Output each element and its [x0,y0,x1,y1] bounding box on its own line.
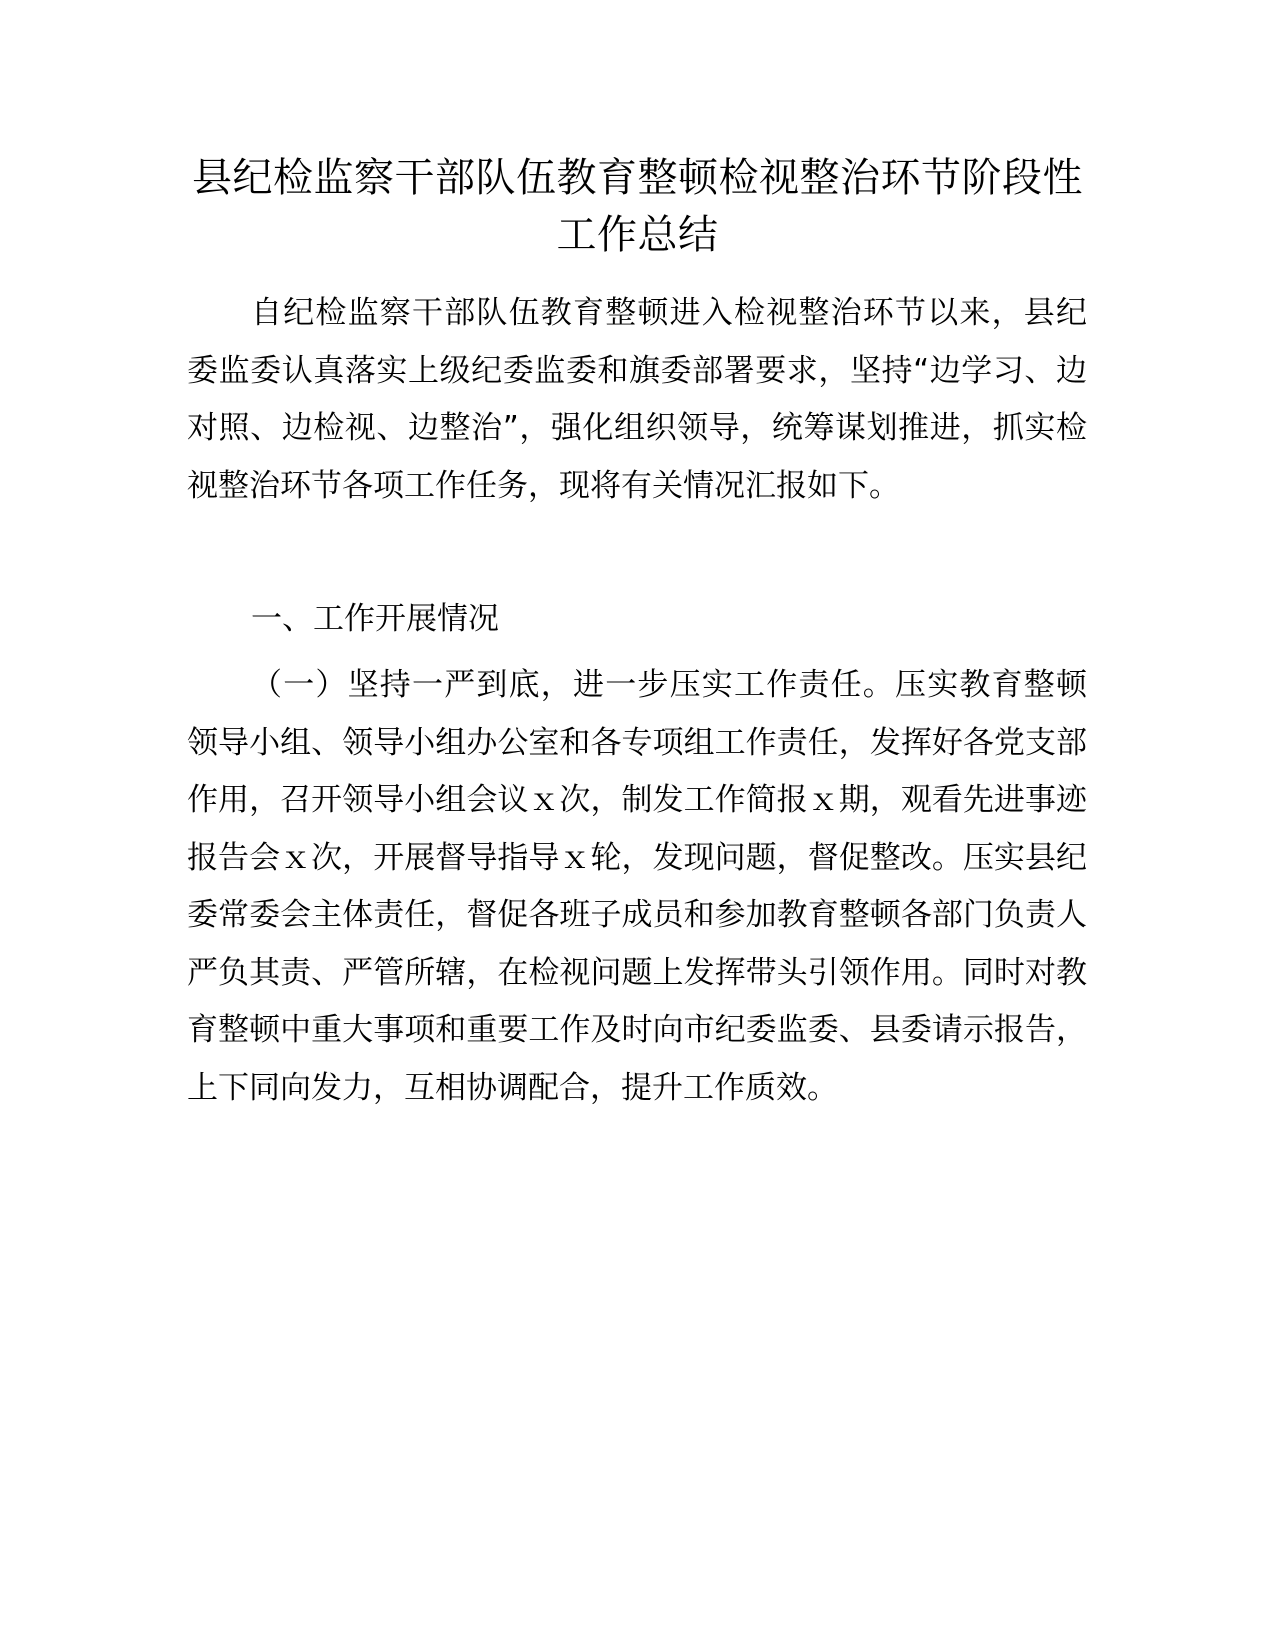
document-title: 县纪检监察干部队伍教育整顿检视整治环节阶段性工作总结 [192,155,1083,258]
intro-paragraph: 自纪检监察干部队伍教育整顿进入检视整治环节以来，县纪委监委认真落实上级纪委监委和旗委部署要求，坚持“边学习、边对照、边检视、边整治”，强化组织领导，统筹谋划推进，抓实检视整治环节各项工作任务，现将有关情况汇报如下。 [187,295,1087,504]
section-1-paragraph: （一）坚持一严到底，进一步压实工作责任。压实教育整顿领导小组、领导小组办公室和各专项组工作责任，发挥好各党支部作用，召开领导小组会议ｘ次，制发工作简报ｘ期，观看先进事迹报告会ｘ次，开展督导指导ｘ轮，发现问题，督促整改。压实县纪委常委会主体责任，督促各班子成员和参加教育整顿各部门负责人严负其责、严管所辖，在检视问题上发挥带头引领作用。同时对教育整顿中重大事项和重要工作及时向市纪委监委、县委请示报告，上下同向发力，互相协调配合，提升工作质效。 [187,667,1087,1106]
section-heading: 一、工作开展情况 [251,601,499,637]
